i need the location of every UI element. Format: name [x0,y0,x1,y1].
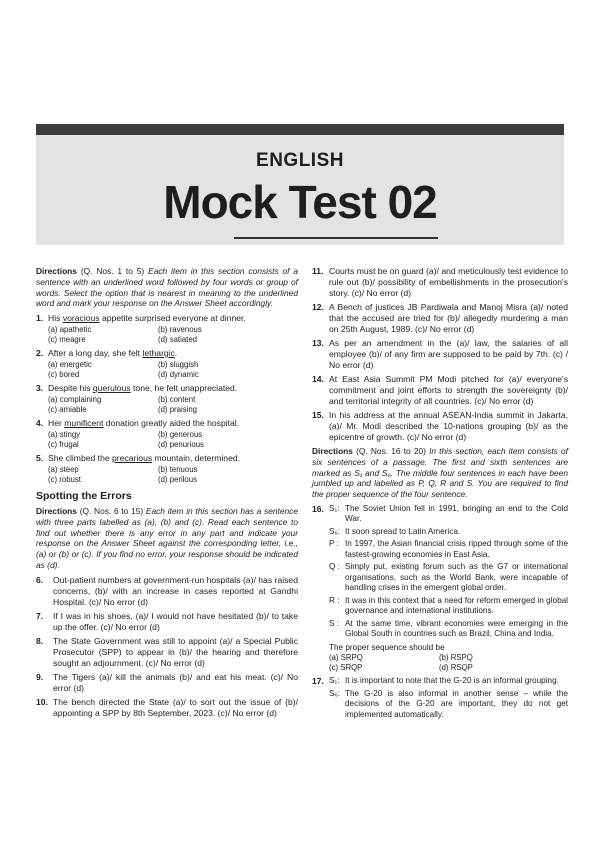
question-number: 4. [36,417,44,428]
options-grid [48,325,298,345]
question-text-pre: Her [48,417,65,428]
question-number: 14. [312,374,324,384]
question-number: 1. [36,313,44,323]
left-column [36,266,298,722]
directions-synonyms: Directions (Q. Nos. 1 to 5) Each item in this section consists of a sentence with an underlined word followed by four words or group of words. Select the option that is nearest in meaning to the underlined word and mark your response on the Answer Sheet accordingly. [36,266,299,309]
question-text-pre: Despite his [48,382,93,393]
underlined-word: precarious [112,452,153,463]
header-band [36,124,564,135]
sequence-prompt: The proper sequence should be [329,642,445,652]
sentence-label: S₆: [329,526,341,536]
sentence-text: It is important to note that the G-20 is an informal grouping. [345,676,559,686]
question-text: At East Asia Summit PM Modi pitched for (a)/ everyone's commitment and joint efforts to strength the sovereignty (b)/ and territorial integrity of all countries. (c)/ No error (d) [329,374,568,406]
option[interactable]: (d) perilous [158,474,197,484]
question-text [48,383,298,394]
question-15 [312,410,568,443]
question-number: 5. [36,452,44,463]
question-text [48,418,298,429]
option[interactable]: (c) robust [48,474,81,484]
sentence-label: S₁: [329,676,340,686]
option[interactable]: (c) amiable [48,404,87,414]
question-text: If I was in his shoes, (a)/ I would not have hesitated (b)/ to take up the offer. (c)/ No error (d) [53,610,298,632]
question-5 [36,453,298,485]
question-number: 7. [36,610,44,621]
question-text: As per an amendment in the (a)/ law, the salaries of all employee (b)/ of any firm are supposed to be paid by 7th. (c) / No error (d) [329,338,568,370]
question-text-post: . [174,347,178,358]
question-number: 11. [312,266,324,276]
option[interactable]: (d) RSQP [439,663,473,673]
right-column [312,266,568,723]
question-text-post: tone, he felt unappreciated. [130,382,238,393]
subject-heading: ENGLISH [256,150,344,171]
option[interactable]: (b) sluggish [158,359,199,369]
option[interactable]: (d) satiated [158,334,198,344]
question-text [48,348,298,359]
question-text: Out-patient numbers at government-run hospitals (a)/ has raised concerns, (b)/ with an increase in cases reported at Gandhi Hospital. (c)/ No error (d) [53,574,298,607]
question-number: 15. [312,410,324,420]
option[interactable]: (a) apathetic [48,325,92,334]
directions-errors: Directions (Q. Nos. 6 to 15) Each item in this section has a sentence with three parts labelled as (a), (b) and (c). Read each sentence to find out whether there is any error in any part and indicate your response on the Answer Sheet against the corresponding letter, i.e., (a) or (b) or (c). If you find no error, your response should be indicated as (d). [36,506,299,570]
underlined-word: munificent [64,417,104,428]
question-text-post: appetite surprised everyone at dinner. [99,313,246,323]
underlined-word: voracious [62,313,100,323]
question-17: 17. S₁: It is important to note that the G-20 is an informal grouping. S₆: The G-20 is also informal in another sense – while the decisions of the G-20 are important, they do not get implemented automatically. [312,676,568,719]
option[interactable]: (b) content [158,394,196,404]
sentence-text: It was in this context that a need for reform emerged in global governance and international institutions. [345,595,568,616]
question-text: In his address at the annual ASEAN-India summit in Jakarta, (a)/ Mr. Modi described the 10-nations grouping (b)/ as the epicentre of growth. (c)/ No error (d) [329,410,568,442]
option[interactable]: (d) dynamic [158,369,199,379]
question-text [48,313,298,324]
question-11 [312,266,568,299]
options-grid [48,395,298,415]
question-14 [312,374,568,407]
directions-sequence: Directions (Q. Nos. 16 to 20) In this section, each item consists of six sentences of a passage. The first and sixth sentences are marked as S₁ and S₆. The middle four sentences in each have been jumbled up and labelled as P, Q, R and S. You are required to find the proper sequence of the four sentence. [312,446,568,499]
question-number: 12. [312,302,324,312]
option[interactable]: (a) steep [48,464,79,474]
sentence-text: Simply put, existing forum such as the G7 or international organisations, such as the World Bank, were incapable of handling crises in the emergent global order. [345,562,568,593]
passage-sentence [329,504,568,525]
sentence-label: S₁: [329,503,340,513]
sentence-label: S₆: [329,688,341,698]
options-grid [48,430,298,450]
option[interactable]: (b) ravenous [158,325,202,334]
question-3 [36,383,298,415]
sentence-text: The G-20 is also informal in another sense – while the decisions of the G-20 are important, they do not get implemented automatically. [345,688,568,719]
option[interactable]: (a) stingy [48,429,81,439]
question-text [48,453,298,464]
test-title: Mock Test 02 [163,176,437,228]
underlined-word: lethargic [142,347,175,358]
question-number: 2. [36,347,44,358]
question-text-pre: After a long day, she felt [48,347,143,358]
sentence-text: The Soviet Union fell in 1991, bringing an end to the Cold War. [345,503,568,524]
underlined-word: querulous [92,382,131,393]
option[interactable]: (a) energetic [48,359,92,369]
question-number: 13. [312,338,324,348]
question-number: 3. [36,382,44,393]
title-underline [234,237,438,239]
options-grid [48,465,298,485]
question-16: 16. S₁: The Soviet Union fell in 1991, bringing an end to the Cold War. S₆: It soon spread to Latin America. P : In 1997, the Asian financial crisis ripped through some of the fastest-growing economies in East Asia. Q : Simply put, existing forum such as the G7 or international organisations, such as the World Bank, were incapable of handling crises in the emergent global order. R : It was in this context that a need for reform emerged in global governance and international institutions. S : At the same time, vibrant economies were emerging in the Global South in countries such as Brazil, China and India. The proper sequence should be (a) SRPQ (b) RSPQ (c) SRQP (d) RSQP [312,503,568,673]
passage-sentence [329,619,568,640]
sentence-label: S : [329,618,340,628]
option[interactable]: (c) SRQP [329,663,363,673]
question-6 [36,575,298,608]
question-text-pre: His [48,313,63,323]
passage-sentence [329,676,568,687]
option[interactable]: (b) generous [158,429,203,439]
question-12 [312,302,568,335]
question-2 [36,348,298,380]
passage-sentence [329,562,568,594]
option[interactable]: (d) praising [158,404,197,414]
question-text: The bench directed the State (a)/ to sort out the issue of (b)/ appointing a SPP by 8th September, 2023. (c)/ No error (d) [53,696,298,718]
option[interactable]: (c) frugal [48,439,79,449]
option[interactable]: (a) complaining [48,394,102,404]
question-number: 6. [36,574,44,585]
sentence-text: In 1997, the Asian financial crisis ripped through some of the fastest-growing economies in East Asia. [345,539,568,559]
question-text: The State Government was still to appoint (a)/ a Special Public Prosecutor (SPP) to appear in (b)/ the hearing and therefore sought an adjournment. (c)/ No error (d) [53,635,298,668]
section-title-errors: Spotting the Errors [36,489,132,502]
question-number: 10. [36,696,48,707]
question-8 [36,636,298,669]
option[interactable]: (d) penurious [158,439,204,449]
question-4 [36,418,298,450]
sentence-text: It soon spread to Latin America. [345,526,461,536]
question-number: 8. [36,635,44,646]
option[interactable]: (c) meagre [48,334,86,344]
option[interactable]: (b) RSPQ [439,653,473,663]
sentence-label: R : [329,595,340,605]
question-text-post: mountain, determined. [152,452,241,463]
option[interactable]: (b) tenuous [158,464,198,474]
title-banner [36,135,564,245]
question-text-pre: She climbed the [48,452,113,463]
question-text: The Tigers (a)/ kill the animals (b)/ and eat his meat. (c)/ No error (d) [53,671,298,693]
question-13 [312,338,568,371]
passage-sentence [329,689,568,721]
question-text: A Bench of justices JB Pardiwala and Manoj Misra (a)/ noted that the accused are tried for (b)/ allegedly murdering a man on 25th August, 1989. (c)/ No error (d) [329,302,568,334]
question-text-post: donation greatly aided the hospital. [103,417,240,428]
passage-sentence [329,596,568,617]
sentence-label: Q : [329,562,340,572]
options-grid [48,360,298,380]
passage-sentence [329,539,568,560]
question-9 [36,672,298,694]
question-10 [36,697,298,719]
option[interactable]: (c) bored [48,369,80,379]
question-1 [36,313,298,345]
sentence-label: P : [329,539,339,549]
sentence-text: At the same time, vibrant economies were emerging in the Global South in countries such as Brazil, China and India. [345,618,568,639]
option[interactable]: (a) SRPQ [329,653,363,663]
question-number: 9. [36,671,44,682]
passage-sentence [329,527,568,538]
question-text: Courts must be on guard (a)/ and meticulously test evidence to rule out (b)/ possibility of embellishments in the prosecution's story. (c)/ No error (d) [329,266,568,298]
question-7 [36,611,298,633]
